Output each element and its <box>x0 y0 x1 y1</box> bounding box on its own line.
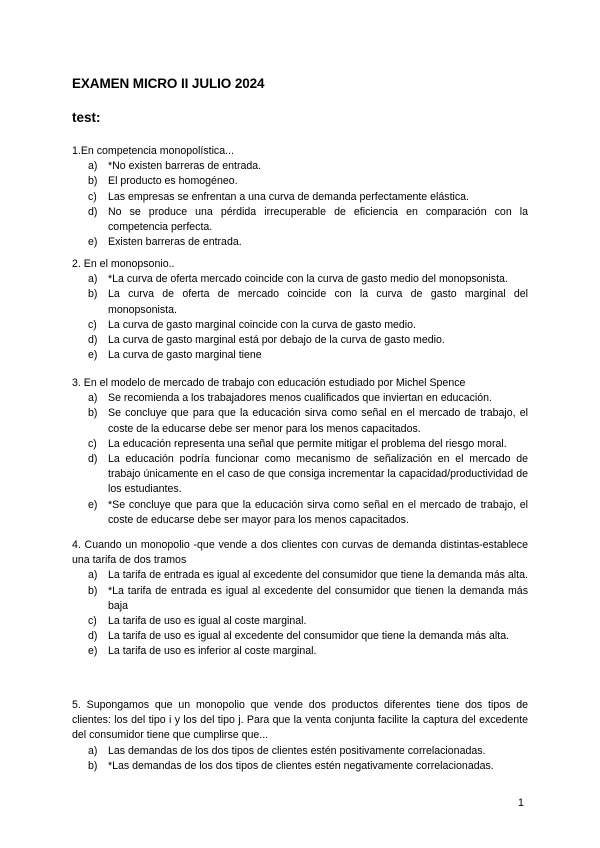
option-d <box>72 333 528 348</box>
option-label: c) <box>88 318 97 331</box>
question-1 <box>72 144 528 250</box>
option-text: *No existen barreras de entrada. <box>108 160 262 173</box>
option-label: a) <box>88 273 98 286</box>
option-label: b) <box>88 759 98 772</box>
options-list <box>72 272 528 363</box>
option-a <box>72 744 528 759</box>
option-a <box>72 272 528 287</box>
option-e <box>72 498 528 528</box>
option-text: La tarifa de entrada es igual al excedente del consumidor que tiene la demanda más alta. <box>108 569 528 582</box>
question-stem: 4. Cuando un monopolio -que vende a dos clientes con curvas de demanda distintas-establece una tarifa de dos tramos <box>72 539 528 567</box>
section-heading: test: <box>72 110 101 125</box>
option-a <box>72 391 528 406</box>
option-text: La tarifa de uso es igual al excedente del consumidor que tiene la demanda más alta. <box>108 630 510 643</box>
option-text: No se produce una pérdida irrecuperable de eficiencia en comparación con la competencia perfecta. <box>108 205 528 234</box>
options-list <box>72 744 528 774</box>
option-text: La curva de gasto marginal coincide con la curva de gasto medio. <box>108 318 416 331</box>
option-text: *La curva de oferta mercado coincide con la curva de gasto medio del monopsonista. <box>108 273 508 286</box>
option-e <box>72 348 528 363</box>
option-label: b) <box>88 407 98 420</box>
question-4 <box>72 538 528 660</box>
option-b <box>72 174 528 189</box>
option-text: La curva de gasto marginal tiene <box>108 349 262 362</box>
options-list <box>72 159 528 250</box>
option-b <box>72 406 528 436</box>
option-label: b) <box>88 175 98 188</box>
option-b <box>72 584 528 614</box>
option-d <box>72 452 528 498</box>
option-a <box>72 568 528 583</box>
option-text: Existen barreras de entrada. <box>108 236 242 249</box>
option-label: b) <box>88 288 98 301</box>
option-label: a) <box>88 744 98 757</box>
options-list <box>72 391 528 528</box>
question-2 <box>72 257 528 363</box>
option-label: b) <box>88 584 98 597</box>
option-c <box>72 437 528 452</box>
option-text: La educación representa una señal que permite mitigar el problema del riesgo moral. <box>108 437 507 450</box>
option-c <box>72 318 528 333</box>
option-label: e) <box>88 645 98 658</box>
option-text: Las demandas de los dos tipos de clientes estén positivamente correlacionadas. <box>108 744 486 757</box>
question-stem: 3. En el modelo de mercado de trabajo con educación estudiado por Michel Spence <box>72 377 466 389</box>
option-label: d) <box>88 334 98 347</box>
option-text: *Se concluye que para que la educación sirva como señal en el mercado de trabajo, el coste de educarse debe ser mayor para los menos capacitados. <box>108 498 528 526</box>
option-text: La tarifa de uso es inferior al coste marginal. <box>108 645 317 658</box>
question-stem: 2. En el monopsonio.. <box>72 258 175 270</box>
option-label: d) <box>88 630 98 643</box>
option-label: d) <box>88 205 98 218</box>
option-label: d) <box>88 453 98 466</box>
question-3 <box>72 376 528 528</box>
option-e <box>72 235 528 250</box>
exam-title: EXAMEN MICRO II JULIO 2024 <box>72 76 265 91</box>
option-label: e) <box>88 498 98 511</box>
option-label: e) <box>88 236 98 249</box>
option-b <box>72 759 528 774</box>
option-label: a) <box>88 569 98 582</box>
option-e <box>72 644 528 659</box>
option-text: Se concluye que para que la educación sirva como señal en el mercado de trabajo, el coste de la educarse debe ser menor para los menos capacitados. <box>108 407 528 435</box>
option-text: El producto es homogéneo. <box>108 175 238 188</box>
option-text: La curva de oferta de mercado coincide con la curva de gasto marginal del monopsonista. <box>108 288 528 316</box>
option-label: c) <box>88 615 97 628</box>
option-b <box>72 287 528 317</box>
option-text: La tarifa de uso es igual al coste marginal. <box>108 615 307 628</box>
option-label: c) <box>88 190 97 203</box>
page-number: 1 <box>518 797 524 809</box>
option-a <box>72 159 528 174</box>
option-text: Las empresas se enfrentan a una curva de demanda perfectamente elástica. <box>108 190 469 203</box>
option-c <box>72 190 528 205</box>
options-list <box>72 568 528 659</box>
option-label: a) <box>88 392 98 405</box>
question-stem: 5. Supongamos que un monopolio que vende dos productos diferentes tiene dos tipos de clientes: los del tipo i y los del tipo j. Para que la venta conjunta facilite la captura del excedente del consumidor tiene que cumplirse que... <box>72 699 528 742</box>
question-5 <box>72 698 528 774</box>
option-text: Se recomienda a los trabajadores menos cualificados que inviertan en educación. <box>108 392 492 405</box>
option-label: c) <box>88 437 97 450</box>
option-label: a) <box>88 160 98 173</box>
option-c <box>72 614 528 629</box>
option-text: La educación podría funcionar como mecanismo de señalización en el mercado de trabajo únicamente en el caso de que consiga incrementar la capacidad/productividad de los estudiantes. <box>108 453 528 496</box>
option-d <box>72 629 528 644</box>
option-d <box>72 205 528 235</box>
option-text: La curva de gasto marginal está por debajo de la curva de gasto medio. <box>108 334 445 347</box>
option-text: *La tarifa de entrada es igual al excedente del consumidor que tienen la demanda más baja <box>108 584 528 612</box>
option-label: e) <box>88 349 98 362</box>
option-text: *Las demandas de los dos tipos de clientes estén negativamente correlacionadas. <box>108 759 494 772</box>
question-stem: 1.En competencia monopolística... <box>72 145 234 157</box>
